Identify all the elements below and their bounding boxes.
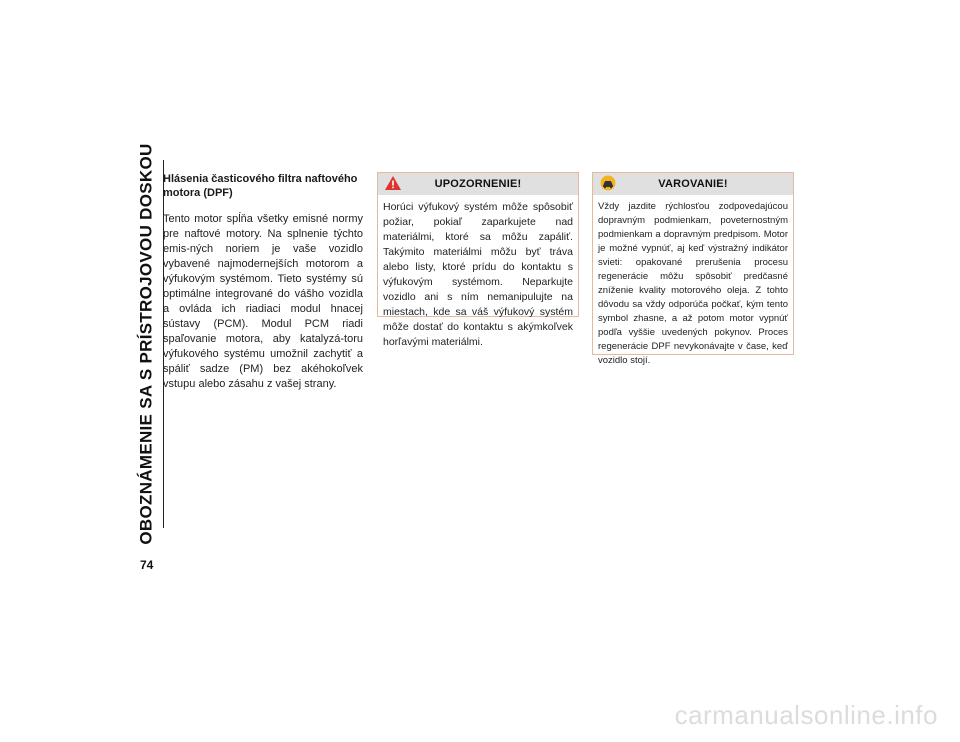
warning-box-text: Vždy jazdite rýchlosťou zodpovedajúcou dopravným podmienkam, poveternostným podmienkam a dopravným predpisom. Motor je možné vypnúť, aj keď výstražný indikátor svieti: opakované prerušenia procesu regenerácie môžu spôsobiť predčasné zníženie kvality motorového oleja. Z tohto dôvodu sa vždy odporúča počkať, kým tento symbol zhasne, a až potom motor vypnúť podľa vyššie uvedených pokynov. Proces regenerácie DPF nevykonávajte v čase, keď vozidlo stojí.: [598, 201, 788, 366]
section-body: Tento motor spĺňa všetky emisné normy pre naftové motory. Na splnenie týchto emis-ných noriem je vaše vozidlo vybavené najmodernejších motorom a výfukovým systémom. Tieto systémy sú optimálne integrované do vášho vozidla a ovláda ich riadiaci modul hnacej sústavy (PCM). Modul PCM riadi spaľovanie motora, aby katalyzá-toru výfukového systému umožnil zachytiť a spáliť sadze (PM) bez akéhokoľvek vstupu alebo zásahu z vašej strany.: [163, 213, 363, 390]
warning-box: [592, 172, 794, 366]
warning-box-header: [593, 173, 793, 195]
main-column: [163, 172, 363, 392]
chapter-title-text: OBOZNÁMENIE SA S PRÍSTROJOVOU DOSKOU: [137, 143, 156, 545]
caution-box-header: [378, 173, 578, 195]
caution-box: [377, 172, 579, 348]
caution-box-title: UPOZORNENIE!: [434, 178, 522, 190]
chapter-side-title: [133, 143, 161, 545]
car-warning-icon: [599, 175, 617, 191]
section-heading: Hlásenia časticového filtra naftového motora (DPF): [163, 173, 358, 199]
watermark-text: carmanualsonline.info: [674, 700, 938, 730]
warning-box-title: VAROVANIE!: [658, 178, 728, 190]
caution-box-text: Horúci výfukový systém môže spôsobiť požiar, pokiaľ zaparkujete nad materiálmi, ktoré sa môžu zapáliť. Takýmito materiálmi môžu byť tráva alebo listy, ktoré prídu do kontaktu s výfukovým systémom. Neparkujte vozidlo ani s ním nemanipulujte na miestach, kde sa váš výfukový systém môže dostať do kontaktu s akýmkoľvek horľavými materiálmi.: [383, 201, 573, 348]
warning-triangle-icon: [384, 175, 402, 191]
page-number: 74: [140, 558, 154, 572]
